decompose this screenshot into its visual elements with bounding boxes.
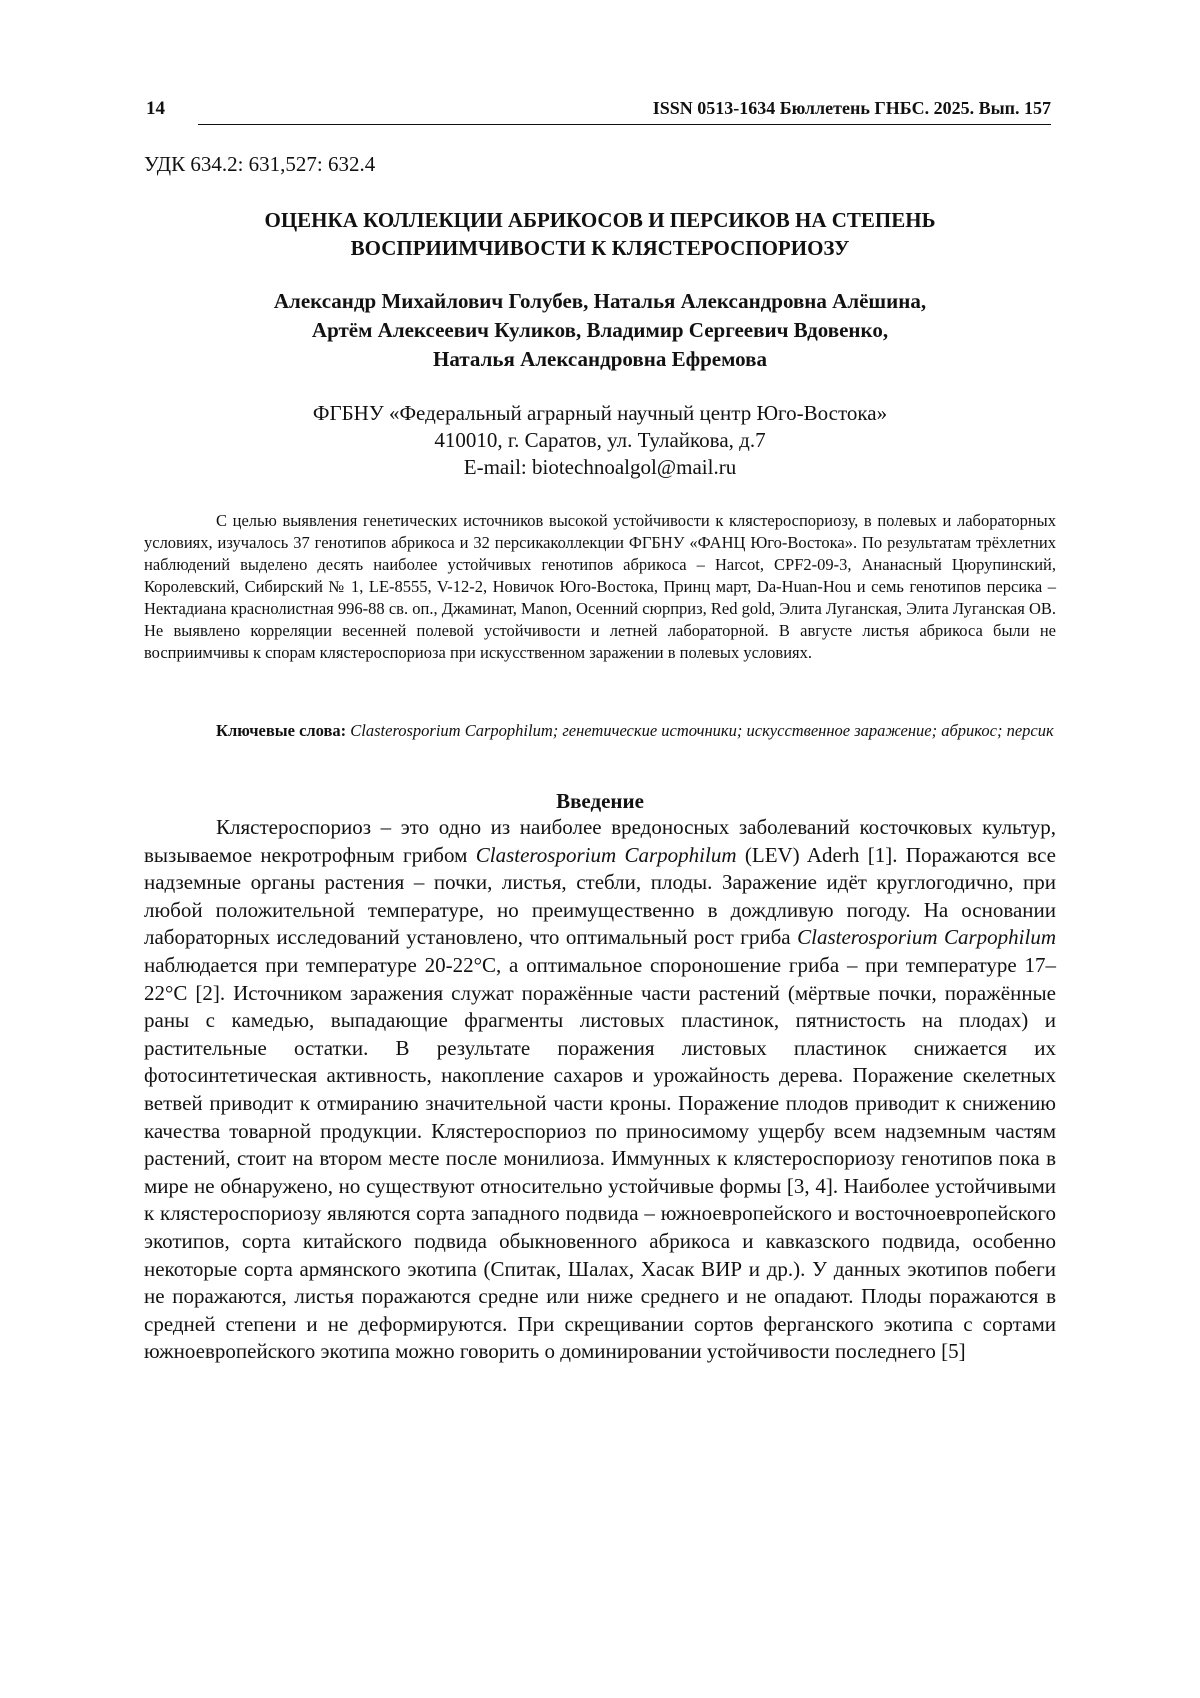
abstract: С целью выявления генетических источников высокой устойчивости к клястероспориозу, в полевых и лабораторных условиях, изучалось 37 генотипов абрикоса и 32 персикаколлекции ФГБНУ «ФАНЦ Юго-Востока». По результатам трёхлетних наблюдений выделено десять наиболее устойчивых генотипов абрикоса – Harcot, CPF2-09-3, Ананасный Цюрупинский, Королевский, Сибирский № 1, LE-8555, V-12-2, Новичок Юго-Востока, Принц март, Da-Huan-Hou и семь генотипов персика – Нектадиана краснолистная 996-88 св. оп., Джаминат, Manon, Осенний сюрприз, Red gold, Элита Луганская, Элита Луганская ОВ. Не выявлено корреляции весенней полевой устойчивости и летней лабораторной. В августе листья абрикоса были не восприимчивы к спорам клястероспориоза при искусственном заражении в полевых условиях.: [144, 511, 1056, 662]
section-heading-introduction: Введение: [556, 789, 644, 813]
affiliation-organization: ФГБНУ «Федеральный аграрный научный центр Юго-Востока»: [312, 401, 888, 425]
keywords-text: Clasterosporium Carpophilum; генетические источники; искусственное заражение; абрикос; персик: [350, 721, 1054, 740]
text-segment: наблюдается при температуре 20-22°С, а оптимальное спороношение гриба – при температуре 17–22°С [2]. Источником заражения служат поражённые части растений (мёртвые почки, поражённые раны с камедью, выпадающие фрагменты листовых пластинок, пятнистость на плодах) и растительные остатки. В результате поражения листовых пластинок снижается их фотосинтетическая активность, накопление сахаров и урожайность дерева. Поражение скелетных ветвей приводит к отмиранию значительной части кроны. Поражение плодов приводит к снижению качества товарной продукции. Клястероспориоз по приносимому ущербу всем надземным частям растений, стоит на втором месте после монилиоза. Иммунных к клястероспориозу генотипов пока в мире не обнаружено, но существуют относительно устойчивые формы [3, 4]. Наиболее устойчивыми к клястероспориозу являются сорта западного подвида – южноевропейского и восточноевропейского экотипов, сорта китайского подвида обыкновенного абрикоса и кавказского подвида, особенно некоторые сорта армянского экотипа (Спитак, Шалах, Хасак ВИР и др.). У данных экотипов побеги не поражаются, листья поражаются средне или ниже среднего и не опадают. Плоды поражаются в средней степени и не деформируются. При скрещивании сортов ферганского экотипа с сортами южноевропейского экотипа можно говорить о доминировании устойчивости последнего [5]: [144, 952, 1056, 1364]
keywords: [144, 720, 1056, 742]
species-name: Clasterosporium Carpophilum: [797, 925, 1057, 950]
article-title: [144, 206, 1056, 262]
page-number: 14: [146, 98, 165, 119]
species-name: Clasterosporium Carpophilum: [475, 842, 737, 867]
affiliation-address: 410010, г. Саратов, ул. Тулайкова, д.7: [434, 428, 766, 452]
article-title-line: ОЦЕНКА КОЛЛЕКЦИИ АБРИКОСОВ И ПЕРСИКОВ НА СТЕПЕНЬ: [264, 208, 936, 232]
author-line: Артём Алексеевич Куликов, Владимир Сергеевич Вдовенко,: [311, 318, 889, 342]
udk-code: УДК 634.2: 631,527: 632.4: [144, 152, 376, 176]
running-header: ISSN 0513-1634 Бюллетень ГНБС. 2025. Вып. 157: [198, 98, 1051, 125]
keywords-label: Ключевые слова:: [216, 721, 347, 740]
author-line: Наталья Александровна Ефремова: [433, 347, 767, 371]
article-title-line: ВОСПРИИМЧИВОСТИ К КЛЯСТЕРОСПОРИОЗУ: [350, 236, 850, 260]
text-segment: (LEV) Aderh [1]. Поражаются все надземные органы растения – почки, листья, стебли, плоды. Заражение идёт круглогодично, при любой положительной температуре, но преимущественно в дождливую погоду. На основании лабораторных исследований установлено, что оптимальный рост гриба: [144, 842, 1056, 950]
author-list: [144, 287, 1056, 374]
affiliation-email: E-mail: biotechnoalgol@mail.ru: [463, 455, 737, 479]
introduction-paragraph: [144, 814, 1056, 1366]
author-line: Александр Михайлович Голубев, Наталья Александровна Алёшина,: [273, 289, 927, 313]
affiliation: [144, 400, 1056, 481]
text-segment: Клястероспориоз – это одно из наиболее вредоносных заболеваний косточковых культур, вызываемое некротрофным грибом: [144, 815, 1056, 867]
